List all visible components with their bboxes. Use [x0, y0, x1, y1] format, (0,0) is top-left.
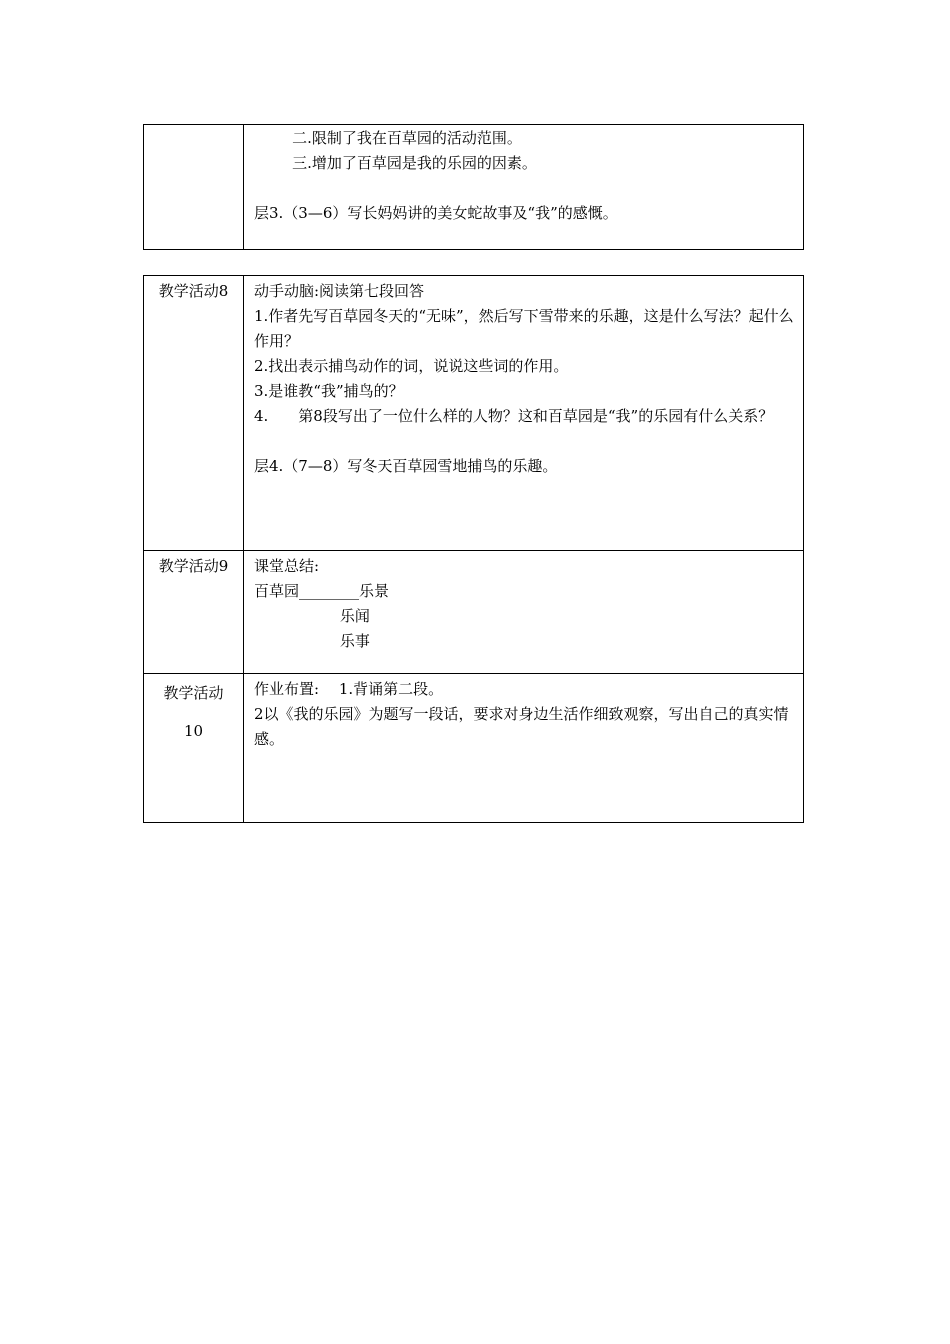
question-4: 4. 第8段写出了一位什么样的人物？这和百草园是“我”的乐园有什么关系？: [254, 407, 774, 425]
activity-10-label: [144, 674, 244, 823]
summary-heading: 课堂总结:: [254, 557, 320, 575]
homework-line-2: 2以《我的乐园》为题写一段话，要求对身边生活作细致观察，写出自己的真实情感。: [254, 705, 789, 748]
activity-10-label-b: 10: [183, 722, 204, 740]
layer-4-text: 层4.（7—8）写冬天百草园雪地捕鸟的乐趣。: [254, 457, 558, 475]
question-1: 1.作者先写百草园冬天的“无味”，然后写下雪带来的乐趣，这是什么写法？起什么作用？: [254, 307, 794, 350]
text-line: 三.增加了百草园是我的乐园的因素。: [254, 154, 537, 172]
layer-3-text: 层3.（3—6）写长妈妈讲的美女蛇故事及“我”的感慨。: [254, 204, 618, 222]
activity-10-label-a: 教学活动: [163, 684, 224, 702]
table-2: [143, 275, 804, 823]
empty-label-cell: [144, 125, 244, 249]
row-activity-9: [144, 550, 803, 673]
content-cell: [244, 125, 803, 249]
activity-8-heading: 动手动脑:阅读第七段回答: [254, 282, 425, 300]
text-line: 二.限制了我在百草园的活动范围。: [254, 129, 522, 147]
table-1: [143, 124, 804, 250]
activity-9-content: [244, 551, 803, 673]
question-2: 2.找出表示捕鸟动作的词，说说这些词的作用。: [254, 357, 569, 375]
activity-8-content: [244, 276, 803, 550]
row-activity-10: [144, 673, 803, 823]
question-3: 3.是谁教“我”捕鸟的？: [254, 382, 404, 400]
row-activity-8: [144, 276, 803, 550]
homework-line-1: 作业布置: 1.背诵第二段。: [254, 680, 444, 698]
activity-8-label: 教学活动8: [144, 276, 244, 550]
summary-line-1: 百草园________乐景: [254, 582, 390, 600]
activity-9-label: 教学活动9: [144, 551, 244, 673]
summary-line-3: 乐事: [254, 632, 370, 650]
activity-10-content: [244, 674, 803, 823]
table-1-row: [144, 125, 803, 249]
summary-line-2: 乐闻: [254, 607, 370, 625]
